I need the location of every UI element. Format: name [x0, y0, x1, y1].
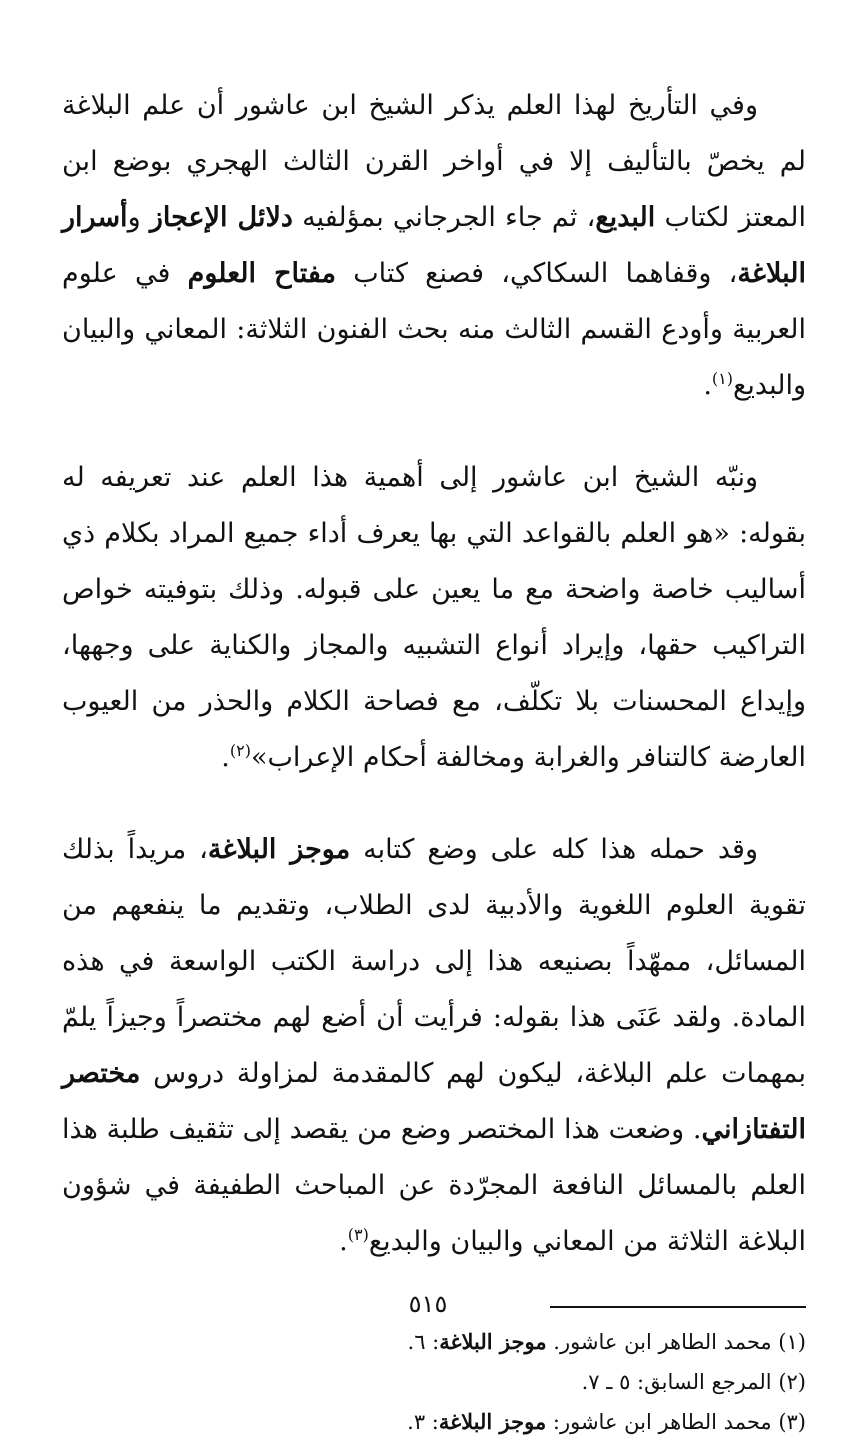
page-number: ٥١٥ — [408, 1290, 448, 1318]
paragraph-1-text: ، ثم جاء الجرجاني بمؤلفيه — [292, 202, 596, 233]
paragraph-1-text: وفي التأريخ لهذا العلم يذكر الشيخ ابن عاشور أن علم البلاغة لم يخصّ بالتأليف إلا في أواخر القرن الثالث الهجري بوضع ابن المعتز لكتاب — [62, 90, 806, 233]
paragraph-1-bold-title: أسرار البلاغة — [62, 202, 806, 289]
main-text — [62, 78, 806, 1270]
paragraph-1-bold-title: مفتاح العلوم — [187, 258, 336, 289]
paragraph-1-footnote-ref: (١) — [711, 369, 734, 388]
paragraph-3-text: . — [339, 1226, 348, 1257]
paragraph-3-bold-title: موجز البلاغة — [207, 834, 351, 865]
footnote-1-bold-title: موجز البلاغة — [439, 1329, 547, 1354]
footnote-2 — [62, 1362, 806, 1402]
paragraph-3-footnote-ref: (٣) — [347, 1225, 369, 1244]
footnote-2-text: (٢) المرجع السابق: ٥ ـ ٧. — [581, 1370, 806, 1394]
footnote-3-text: : ٣. — [407, 1410, 439, 1434]
paragraph-2-footnote-ref: (٢) — [229, 741, 251, 760]
paragraph-2-text: . — [221, 742, 230, 773]
footnote-1-text: : ٦. — [407, 1330, 440, 1354]
paragraph-3-text: ، مريداً بذلك تقوية العلوم اللغوية والأدبية لدى الطلاب، وتقديم ما ينفعهم من المسائل، ممهّداً بصنيعه هذا إلى دراسة الكتب الواسعة في هذه المادة. ولقد عَنَى هذا بقوله: فرأيت أن أضع لهم مختصراً وجيزاً يلمّ بمهمات علم البلاغة، ليكون لهم كالمقدمة لمزاولة دروس — [62, 834, 806, 1089]
paragraph-1-text: في علوم العربية وأودع القسم الثالث منه بحث الفنون الثلاثة: المعاني والبيان والبديع — [62, 258, 806, 401]
paragraph-3 — [62, 822, 806, 1270]
footnotes — [62, 1322, 806, 1442]
paragraph-3-bold-title: مختصر التفتازاني — [62, 1058, 806, 1145]
paragraph-1-bold-title: دلائل الإعجاز — [149, 202, 293, 233]
paragraph-1-text: . — [703, 370, 712, 401]
footnote-3-bold-title: موجز البلاغة — [438, 1409, 547, 1434]
footnote-3-text: (٣) محمد الطاهر ابن عاشور: — [546, 1410, 806, 1434]
paragraph-3-text: . وضعت هذا المختصر وضع من يقصد إلى تثقيف طلبة هذا العلم بالمسائل النافعة المجرّدة عن المباحث الطفيفة في شؤون البلاغة الثلاثة من المعاني والبيان والبديع — [62, 1114, 806, 1257]
footnote-1 — [62, 1322, 806, 1362]
footnote-3 — [62, 1402, 806, 1442]
paragraph-2-text: ونبّه الشيخ ابن عاشور إلى أهمية هذا العلم عند تعريفه له بقوله: «هو العلم بالقواعد التي بها يعرف أداء جميع المراد بكلام ذي أساليب خاصة واضحة مع ما يعين على قبوله. وذلك بتوفيته خواص التراكيب حقها، وإيراد أنواع التشبيه والمجاز والكناية على وجهها، وإيداع المحسنات بلا تكلّف، مع فصاحة الكلام والحذر من العيوب العارضة كالتنافر والغرابة ومخالفة أحكام الإعراب» — [62, 462, 806, 773]
paragraph-2 — [62, 450, 806, 786]
footnote-1-text: (١) محمد الطاهر ابن عاشور. — [546, 1330, 806, 1354]
paragraph-1-text: و — [127, 202, 150, 233]
paragraph-3-text: وقد حمله هذا كله على وضع كتابه — [350, 834, 758, 865]
paragraph-1-text: ، وقفاهما السكاكي، فصنع كتاب — [336, 258, 738, 289]
paragraph-1-bold-title: البديع — [595, 202, 656, 233]
paragraph-1 — [62, 78, 806, 414]
page-body — [62, 78, 806, 1434]
